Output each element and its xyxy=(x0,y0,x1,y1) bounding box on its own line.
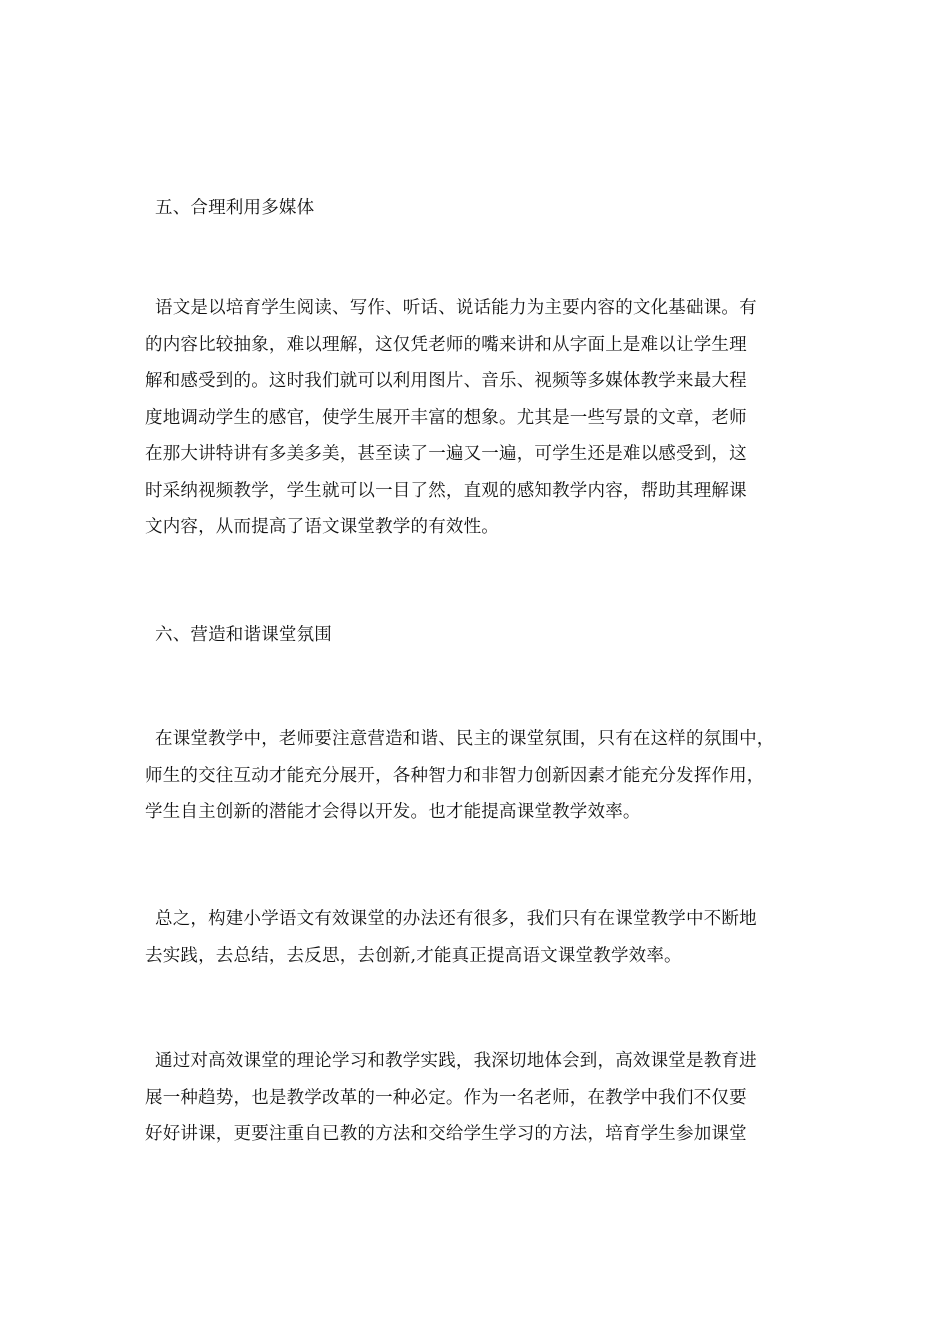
section-heading-text: 五、合理利用多媒体 xyxy=(155,198,315,218)
section-heading-text: 六、营造和谐课堂氛围 xyxy=(155,625,332,645)
reflection-paragraph xyxy=(145,1043,815,1153)
paragraph-line: 解和感受到的。这时我们就可以利用图片、音乐、视频等多媒体教学来最大程 xyxy=(145,371,747,391)
paragraph-line: 在那大讲特讲有多美多美，甚至读了一遍又一遍，可学生还是难以感受到，这 xyxy=(145,444,747,464)
section-5-paragraph xyxy=(145,290,815,546)
paragraph-line: 的内容比较抽象，难以理解，这仅凭老师的嘴来讲和从字面上是难以让学生理 xyxy=(145,334,747,355)
conclusion-paragraph xyxy=(145,901,815,974)
paragraph-line: 在课堂教学中，老师要注意营造和谐、民主的课堂氛围，只有在这样的氛围中， xyxy=(155,729,775,749)
section-heading-5 xyxy=(145,190,815,227)
paragraph-line: 总之，构建小学语文有效课堂的办法还有很多，我们只有在课堂教学中不断地 xyxy=(155,909,757,929)
paragraph-line: 去实践，去总结，去反思，去创新,才能真正提高语文课堂教学效率。 xyxy=(145,945,682,966)
section-6-paragraph xyxy=(145,721,815,831)
paragraph-line: 文内容，从而提高了语文课堂教学的有效性。 xyxy=(145,517,499,537)
paragraph-line: 时采纳视频教学，学生就可以一目了然，直观的感知教学内容，帮助其理解课 xyxy=(145,480,747,501)
paragraph-line: 语文是以培育学生阅读、写作、听话、说话能力为主要内容的文化基础课。有 xyxy=(155,298,757,318)
paragraph-line: 展一种趋势，也是教学改革的一种必定。作为一名老师，在教学中我们不仅要 xyxy=(145,1087,747,1108)
paragraph-line: 度地调动学生的感官，使学生展开丰富的想象。尤其是一些写景的文章，老师 xyxy=(145,407,747,428)
section-heading-6 xyxy=(145,617,815,654)
paragraph-line: 好好讲课，更要注重自已教的方法和交给学生学习的方法，培育学生参加课堂 xyxy=(145,1124,747,1144)
paragraph-line: 师生的交往互动才能充分展开，各种智力和非智力创新因素才能充分发挥作用， xyxy=(145,765,765,786)
paragraph-line: 通过对高效课堂的理论学习和教学实践，我深切地体会到，高效课堂是教育进 xyxy=(155,1051,757,1071)
paragraph-line: 学生自主创新的潜能才会得以开发。也才能提高课堂教学效率。 xyxy=(145,802,641,822)
